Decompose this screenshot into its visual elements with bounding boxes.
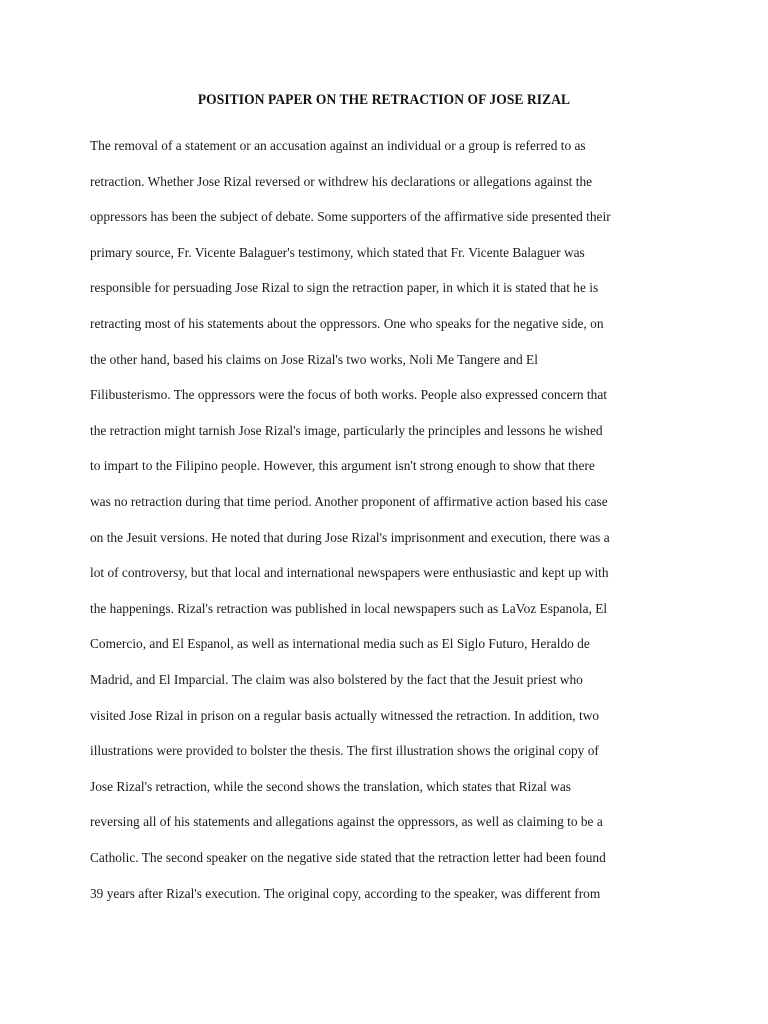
document-title: POSITION PAPER ON THE RETRACTION OF JOSE RIZAL — [197, 92, 571, 108]
body-text-line: lot of controversy, but that local and international newspapers were enthusiastic and kept up with — [90, 566, 609, 582]
body-text-line: Madrid, and El Imparcial. The claim was also bolstered by the fact that the Jesuit priest who — [90, 673, 583, 688]
body-text-line: 39 years after Rizal's execution. The original copy, according to the speaker, was different from — [90, 886, 601, 902]
body-text-line: Comercio, and El Espanol, as well as international media such as El Siglo Futuro, Heraldo de — [90, 637, 590, 653]
body-text-line: the happenings. Rizal's retraction was published in local newspapers such as LaVoz Espanola, El — [90, 601, 608, 617]
body-text-line: was no retraction during that time period. Another proponent of affirmative action based his case — [90, 495, 608, 510]
body-text-line: visited Jose Rizal in prison on a regular basis actually witnessed the retraction. In addition, two — [90, 708, 600, 724]
body-text-line: the retraction might tarnish Jose Rizal's image, particularly the principles and lessons he wished — [90, 423, 603, 439]
body-text-line: reversing all of his statements and allegations against the oppressors, as well as claiming to be a — [90, 815, 603, 831]
body-text-line: on the Jesuit versions. He noted that during Jose Rizal's imprisonment and execution, there was a — [90, 530, 610, 546]
body-text-line: The removal of a statement or an accusation against an individual or a group is referred to as — [90, 139, 586, 154]
body-text-line: the other hand, based his claims on Jose Rizal's two works, Noli Me Tangere and El — [90, 352, 538, 368]
body-text-line: primary source, Fr. Vicente Balaguer's testimony, which stated that Fr. Vicente Balaguer was — [90, 245, 585, 261]
body-text-line: retracting most of his statements about the oppressors. One who speaks for the negative side, on — [90, 317, 604, 332]
body-text-line: to impart to the Filipino people. However, this argument isn't strong enough to show that there — [90, 459, 595, 475]
body-text-line: Catholic. The second speaker on the negative side stated that the retraction letter had been found — [90, 851, 606, 866]
body-text-line: Jose Rizal's retraction, while the second shows the translation, which states that Rizal was — [90, 779, 572, 795]
body-text-line: illustrations were provided to bolster the thesis. The first illustration shows the original copy of — [90, 744, 599, 760]
body-text-line: responsible for persuading Jose Rizal to sign the retraction paper, in which it is stated that he is — [90, 281, 599, 297]
body-text-line: Filibusterismo. The oppressors were the focus of both works. People also expressed concern that — [90, 388, 607, 404]
body-text-line: retraction. Whether Jose Rizal reversed or withdrew his declarations or allegations against the — [90, 174, 593, 190]
body-text-line: oppressors has been the subject of debate. Some supporters of the affirmative side presented their — [90, 210, 611, 226]
